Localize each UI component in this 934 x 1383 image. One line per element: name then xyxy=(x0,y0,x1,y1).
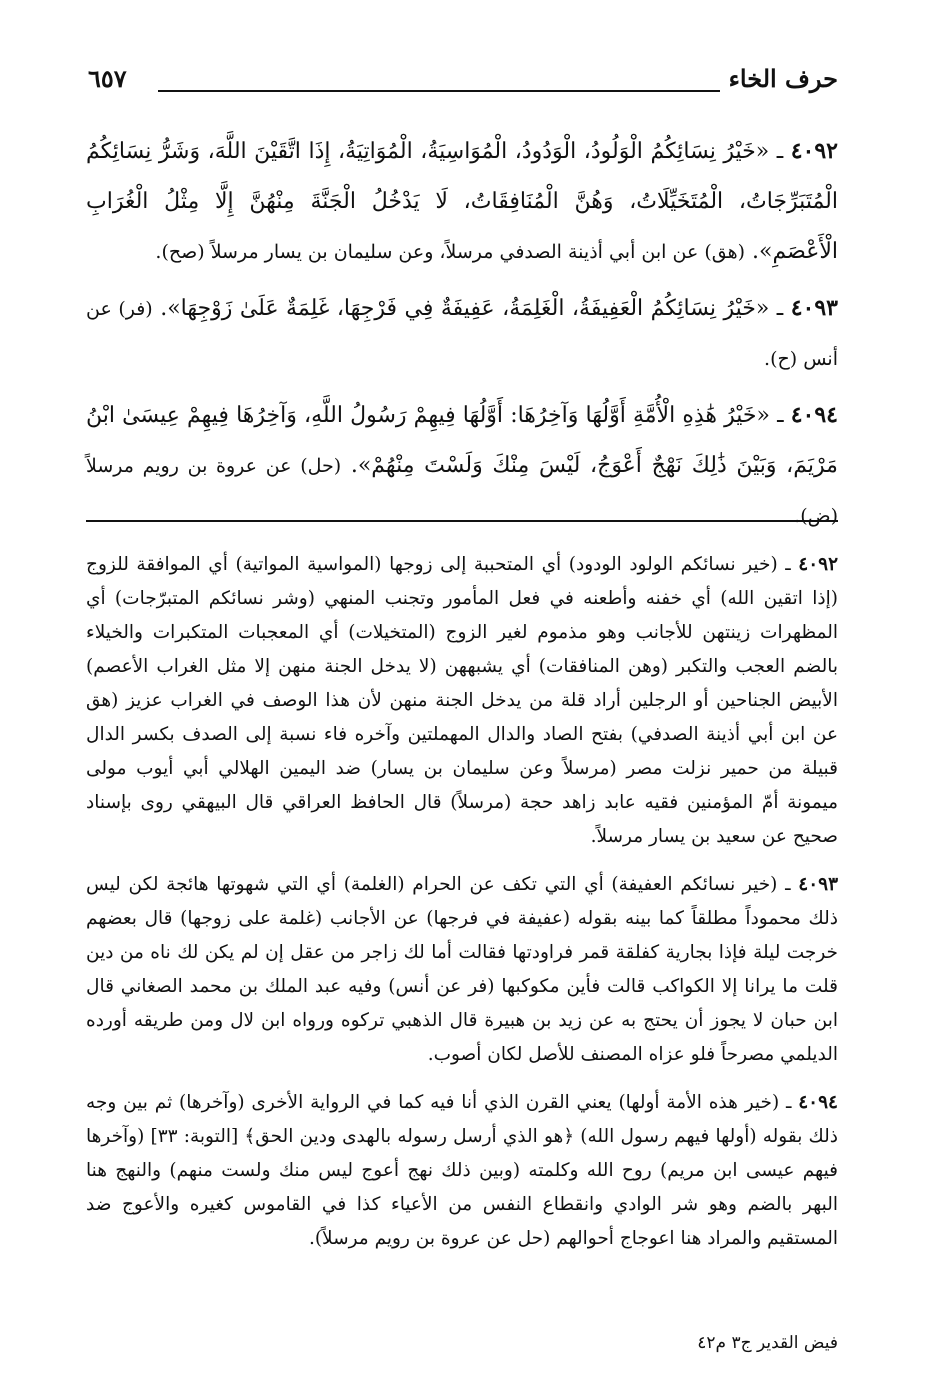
hadith-source: (فر) عن أنس (ح). xyxy=(86,298,838,370)
hadith-source: (هق) عن ابن أبي أذينة الصدفي مرسلاً، وعن سليمان بن يسار مرسلاً (صح). xyxy=(155,241,746,263)
commentary-entry: ٤٠٩٤ ـ (خير هذه الأمة أولها) يعني القرن الذي أنا فيه كما في الرواية الأخرى (وآخرها) ثم بين وجه ذلك بقوله (أولها فيهم رسول الله) ﴿هو الذي أرسل رسوله بالهدى ودين الحق﴾ [التوبة: ٣٣] (وآخرها فيهم عيسى ابن مريم) روح الله وكلمته (وبين ذلك نهج أعوج ليس منك ولست منهم) والنهج هنا البهر بالضم وهو شر الوادي وانقطاع النفس من الأعياء كذا في القاموس كغيره والأعوج ضد المستقيم والمراد هنا اعوجاج أحوالهم (حل عن عروة بن رويم مرسلاً). xyxy=(86,1092,838,1249)
page-number: ٦٥٧ xyxy=(88,64,127,93)
hadith-text: «خَيْرُ نِسَائِكُمُ الْعَفِيفَةُ، الْغَلِمَةُ، عَفِيفَةٌ فِي فَرْجِهَا، غَلِمَةٌ عَلَىٰ زَوْجِهَا». xyxy=(160,296,770,321)
commentary-text: (خير نسائكم الولود الودود) أي المتحببة إلى زوجها (المواسية المواتية) أي الموافقة للزوج (إذا اتقين الله) أي خفنه وأطعنه في فعل المأمور وتجنب المنهي (وشر نسائكم المتبرّجات) أي المظهرات زينتهن للأجانب وهو مذموم لغير الزوج (المتخيلات) أي المعجبات المتكبرات والخيلاء بالضم العجب والتكبر (وهن المنافقات) أي يشبههن (لا يدخل الجنة منهن إلا مثل الغراب الأعصم) الأبيض الجناحين أو الرجلين أراد قلة من يدخل الجنة منهن لأن هذا الوصف في الغراب عزيز (هق عن ابن أبي أذينة الصدفي) بفتح الصاد والدال المهملتين وآخره فاء نسبة إلى الصدف بكسر الدال قبيلة من حمير نزلت مصر (مرسلاً وعن سليمان بن يسار) ضد اليمين الهلالي أبي أيوب مولى ميمونة أمّ المؤمنين فقيه عابد زاهد حجة (مرسلاً) قال الحافظ العراقي قال البيهقي روى بإسناد صحيح عن سعيد بن يسار مرسلاً. xyxy=(86,554,838,847)
commentary-entry: ٤٠٩٢ ـ (خير نسائكم الولود الودود) أي المتحببة إلى زوجها (المواسية المواتية) أي الموافقة للزوج (إذا اتقين الله) أي خفنه وأطعنه في فعل المأمور وتجنب المنهي (وشر نسائكم المتبرّجات) أي المظهرات زينتهن للأجانب وهو مذموم لغير الزوج (المتخيلات) أي المعجبات المتكبرات والخيلاء بالضم العجب والتكبر (وهن المنافقات) أي يشبههن (لا يدخل الجنة منهن إلا مثل الغراب الأعصم) الأبيض الجناحين أو الرجلين أراد قلة من يدخل الجنة منهن لأن هذا الوصف في الغراب عزيز (هق عن ابن أبي أذينة الصدفي) بفتح الصاد والدال المهملتين وآخره فاء نسبة إلى الصدف بكسر الدال قبيلة من حمير نزلت مصر (مرسلاً وعن سليمان بن يسار) ضد اليمين الهلالي أبي أيوب مولى ميمونة أمّ المؤمنين فقيه عابد زاهد حجة (مرسلاً) قال الحافظ العراقي قال البيهقي روى بإسناد صحيح عن سعيد بن يسار مرسلاً. xyxy=(86,554,839,847)
commentary-text: (خير هذه الأمة أولها) يعني القرن الذي أنا فيه كما في الرواية الأخرى (وآخرها) ثم بين وجه ذلك بقوله (أولها فيهم رسول الله) ﴿هو الذي أرسل رسوله بالهدى ودين الحق﴾ [التوبة: ٣٣] (وآخرها فيهم عيسى ابن مريم) روح الله وكلمته (وبين ذلك نهج أعوج ليس منك ولست منهم) والنهج هنا البهر بالضم وهو شر الوادي وانقطاع النفس من الأعياء كذا في القاموس كغيره والأعوج ضد المستقيم والمراد هنا اعوجاج أحوالهم (حل عن عروة بن رويم مرسلاً). xyxy=(86,1092,838,1249)
commentary-entry: ٤٠٩٣ ـ (خير نسائكم العفيفة) أي التي تكف عن الحرام (الغلمة) أي التي شهوتها هائجة لكن ليس ذلك محموداً مطلقاً كما بينه بقوله (عفيفة في فرجها) عن الأجانب (غلمة على زوجها) قال بعضهم خرجت ليلة فإذا بجارية كفلقة قمر فراودتها فقالت أما لك زاجر من عقل إن لم يكن لك ناه من دين قلت ما يرانا إلا الكواكب قالت فأين مكوكبها (فر عن أنس) وفيه عبد الملك بن محمد الصغاني قال ابن حبان لا يجوز أن يحتج به عن زيد بن هبيرة قال الذهبي تركوه ورواه ابن لال ومن طريقه أورده الديلمي مصرحاً فلو عزاه المصنف للأصل لكان أصوب. xyxy=(86,874,839,1065)
hadith-entry: ٤٠٩٣ ـ «خَيْرُ نِسَائِكُمُ الْعَفِيفَةُ، الْغَلِمَةُ، عَفِيفَةٌ فِي فَرْجِهَا، غَلِمَةٌ عَلَىٰ زَوْجِهَا». (فر) عن أنس (ح). xyxy=(86,295,838,370)
commentary-text: (خير نسائكم العفيفة) أي التي تكف عن الحرام (الغلمة) أي التي شهوتها هائجة لكن ليس ذلك محموداً مطلقاً كما بينه بقوله (عفيفة في فرجها) عن الأجانب (غلمة على زوجها) قال بعضهم خرجت ليلة فإذا بجارية كفلقة قمر فراودتها فقالت أما لك زاجر من عقل إن لم يكن لك ناه من دين قلت ما يرانا إلا الكواكب قالت فأين مكوكبها (فر عن أنس) وفيه عبد الملك بن محمد الصغاني قال ابن حبان لا يجوز أن يحتج به عن زيد بن هبيرة قال الذهبي تركوه ورواه ابن لال ومن طريقه أورده الديلمي مصرحاً فلو عزاه المصنف للأصل لكان أصوب. xyxy=(86,874,838,1065)
section-divider xyxy=(86,520,838,522)
hadith-number: ٤٠٩٢ xyxy=(790,138,838,164)
commentary-number: ٤٠٩٣ xyxy=(798,874,839,895)
hadith-text: «خَيْرُ نِسَائِكُمُ الْوَلُودُ، الْوَدُودُ، الْمُوَاسِيَةُ، الْمُوَاتِيَةُ، إِذَا اتَّقَيْنَ اللَّهَ، وَشَرُّ نِسَائِكُمُ الْمُتَبَرِّجَاتُ، الْمُتَخَيِّلَاتُ، وَهُنَّ الْمُنَافِقَاتُ، لَا يَدْخُلُ الْجَنَّةَ مِنْهُنَّ إِلَّا مِثْلُ الْغُرَابِ الْأَعْصَمِ». xyxy=(86,139,838,264)
commentary-section xyxy=(86,548,838,1270)
hadith-section xyxy=(86,126,838,547)
footer-signature: فيض القدير ج٣ م٤٢ xyxy=(697,1333,838,1353)
commentary-number: ٤٠٩٤ xyxy=(798,1092,838,1113)
chapter-title: حرف الخاء xyxy=(728,64,838,93)
hadith-source: (حل) عن عروة بن رويم مرسلاً (ض). xyxy=(86,455,838,527)
page-header xyxy=(88,62,838,102)
header-rule xyxy=(158,90,720,92)
hadith-entry: ٤٠٩٤ ـ «خَيْرُ هَٰذِهِ الْأُمَّةِ أَوَّلُهَا وَآخِرُهَا: أَوَّلُهَا فِيهِمْ رَسُولُ اللَّهِ، وَآخِرُهَا فِيهِمْ عِيسَىٰ ابْنُ مَرْيَمَ، وَبَيْنَ ذَٰلِكَ نَهْجٌ أَعْوَجُ، لَيْسَ مِنْكَ وَلَسْتَ مِنْهُمْ». (حل) عن عروة بن رويم مرسلاً (ض). xyxy=(86,402,838,527)
hadith-number: ٤٠٩٤ xyxy=(790,402,838,428)
hadith-entry: ٤٠٩٢ ـ «خَيْرُ نِسَائِكُمُ الْوَلُودُ، الْوَدُودُ، الْمُوَاسِيَةُ، الْمُوَاتِيَةُ، إِذَا اتَّقَيْنَ اللَّهَ، وَشَرُّ نِسَائِكُمُ الْمُتَبَرِّجَاتُ، الْمُتَخَيِّلَاتُ، وَهُنَّ الْمُنَافِقَاتُ، لَا يَدْخُلُ الْجَنَّةَ مِنْهُنَّ إِلَّا مِثْلُ الْغُرَابِ الْأَعْصَمِ». (هق) عن ابن أبي أذينة الصدفي مرسلاً، وعن سليمان بن يسار مرسلاً (صح). xyxy=(86,138,838,264)
hadith-number: ٤٠٩٣ xyxy=(790,295,838,321)
commentary-number: ٤٠٩٢ xyxy=(798,554,839,575)
hadith-text: «خَيْرُ هَٰذِهِ الْأُمَّةِ أَوَّلُهَا وَآخِرُهَا: أَوَّلُهَا فِيهِمْ رَسُولُ اللَّهِ، وَآخِرُهَا فِيهِمْ عِيسَىٰ ابْنُ مَرْيَمَ، وَبَيْنَ ذَٰلِكَ نَهْجٌ أَعْوَجُ، لَيْسَ مِنْكَ وَلَسْتَ مِنْهُمْ». xyxy=(86,403,838,478)
